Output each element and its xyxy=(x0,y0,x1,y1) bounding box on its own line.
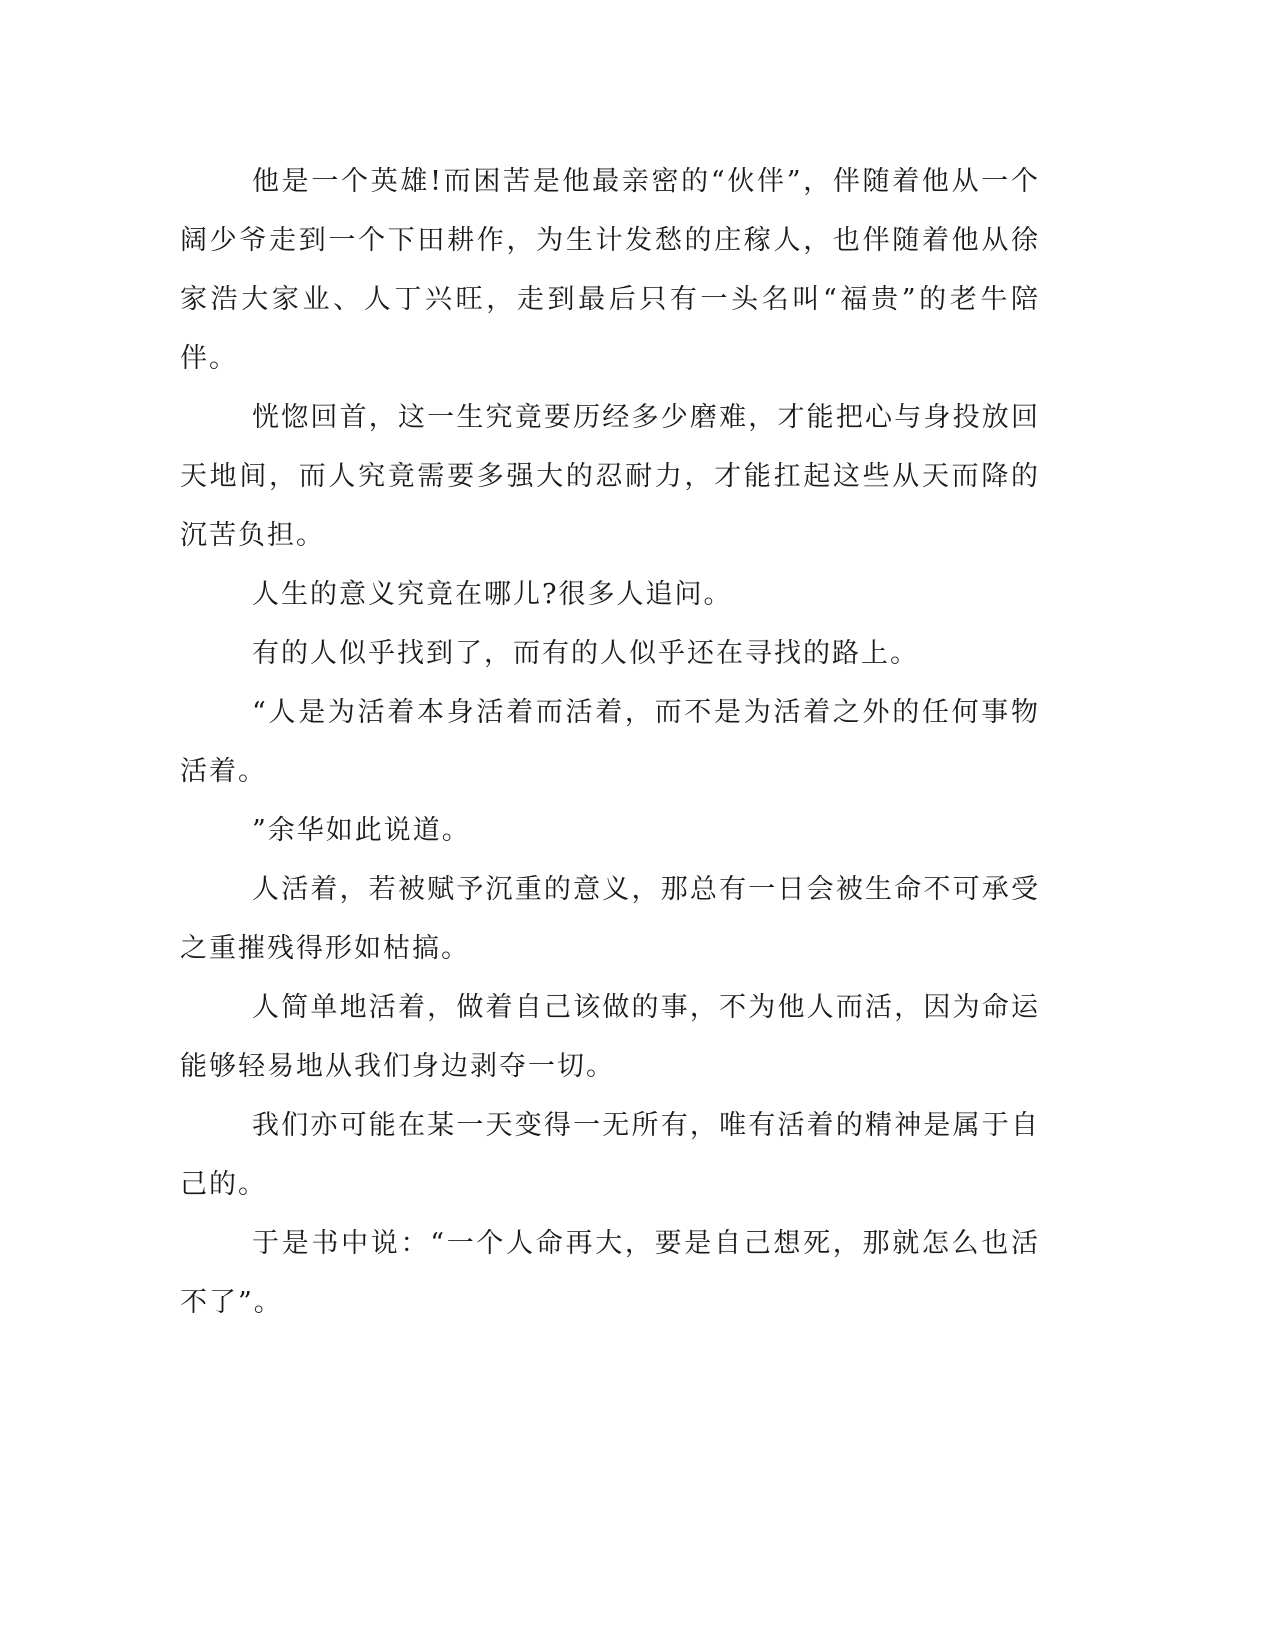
paragraph-8: 人简单地活着，做着自己该做的事，不为他人而活，因为命运能够轻易地从我们身边剥夺一切。 xyxy=(180,992,1040,1082)
paragraph-6: ”余华如此说道。 xyxy=(252,815,471,846)
paragraph-4: 有的人似乎找到了，而有的人似乎还在寻找的路上。 xyxy=(252,638,919,669)
paragraph-3: 人生的意义究竟在哪儿?很多人追问。 xyxy=(252,579,733,610)
paragraph-5: “人是为活着本身活着而活着，而不是为活着之外的任何事物活着。 xyxy=(180,697,1040,787)
paragraph-1: 他是一个英雄!而困苦是他最亲密的“伙伴”，伴随着他从一个阔少爷走到一个下田耕作，为生计发愁的庄稼人，也伴随着他从徐家浩大家业、人丁兴旺，走到最后只有一头名叫“福贵”的老牛陪伴。 xyxy=(180,166,1040,374)
paragraph-7: 人活着，若被赋予沉重的意义，那总有一日会被生命不可承受之重摧残得形如枯搞。 xyxy=(180,874,1040,964)
paragraph-2: 恍惚回首，这一生究竟要历经多少磨难，才能把心与身投放回天地间，而人究竟需要多强大的忍耐力，才能扛起这些从天而降的沉苦负担。 xyxy=(180,402,1040,551)
paragraph-10: 于是书中说：“一个人命再大，要是自己想死，那就怎么也活不了”。 xyxy=(180,1228,1040,1318)
document-page xyxy=(180,152,1040,1332)
paragraph-9: 我们亦可能在某一天变得一无所有，唯有活着的精神是属于自己的。 xyxy=(180,1110,1040,1200)
